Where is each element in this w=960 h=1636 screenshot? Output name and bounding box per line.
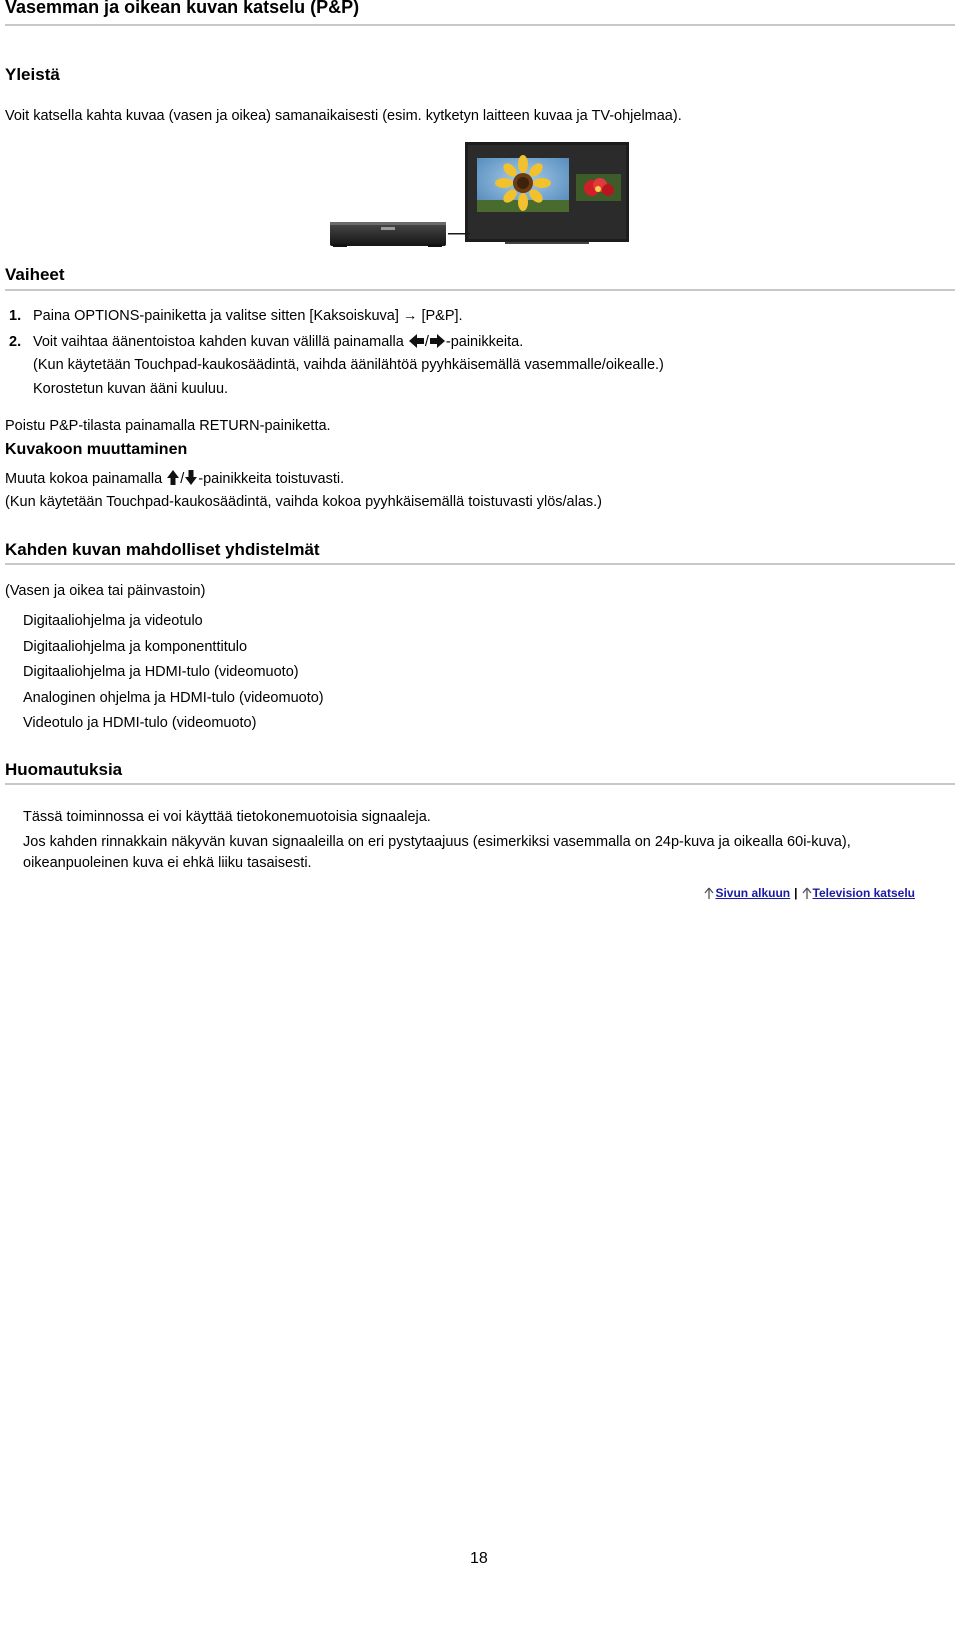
- back-to-top-link[interactable]: Sivun alkuun: [715, 886, 791, 900]
- note-item: Jos kahden rinnakkain näkyvän kuvan signaaleilla on eri pystytaajuus (esimerkiksi vasemmalla on 24p-kuva ja oikealla 60i-kuva),: [23, 834, 851, 850]
- up-link-arrow-icon: [704, 887, 714, 899]
- combinations-intro: (Vasen ja oikea tai päinvastoin): [5, 583, 206, 599]
- note-item-continuation: oikeanpuoleinen kuva ei ehkä liiku tasaisesti.: [23, 855, 312, 871]
- pip-illustration: [330, 140, 630, 248]
- steps-divider: [5, 289, 955, 291]
- step-1: [9, 308, 463, 324]
- footer-links: [704, 886, 915, 900]
- link-separator: |: [794, 886, 798, 900]
- title-divider: [5, 24, 955, 26]
- general-heading: Yleistä: [5, 65, 60, 84]
- step-note-audio: Korostetun kuvan ääni kuuluu.: [33, 381, 229, 397]
- arrow-separator: /: [180, 471, 185, 487]
- resize-heading: Kuvakoon muuttaminen: [5, 441, 188, 458]
- resize-text: [5, 469, 344, 487]
- list-item: Digitaaliohjelma ja komponenttitulo: [23, 639, 248, 655]
- notes-divider: [5, 783, 955, 785]
- step-text: Paina OPTIONS-painiketta ja valitse sitten [Kaksoiskuva] → [P&P].: [33, 308, 463, 324]
- combinations-divider: [5, 563, 955, 565]
- list-item: Digitaaliohjelma ja videotulo: [23, 613, 203, 629]
- step-number: 1.: [9, 308, 22, 324]
- step-2: [9, 333, 523, 350]
- step-number: 2.: [9, 334, 22, 350]
- right-arrow-button-icon: [429, 333, 446, 349]
- resize-text-after: -painikkeita toistuvasti.: [198, 471, 345, 487]
- resize-text-before: Muuta kokoa painamalla: [5, 471, 167, 487]
- notes-heading: Huomautuksia: [5, 760, 123, 779]
- combinations-heading: Kahden kuvan mahdolliset yhdistelmät: [5, 540, 320, 559]
- page-number: 18: [470, 1550, 488, 1567]
- up-link-arrow-icon: [802, 887, 812, 899]
- step-text-after: -painikkeita.: [445, 334, 524, 350]
- tv-image: [448, 142, 629, 244]
- arrow-separator: /: [424, 334, 429, 350]
- note-item: Tässä toiminnossa ei voi käyttää tietokonemuotoisia signaaleja.: [23, 809, 431, 825]
- list-item: Analoginen ohjelma ja HDMI-tulo (videomuoto): [23, 690, 324, 706]
- down-arrow-button-icon: [184, 469, 198, 486]
- resize-note: (Kun käytetään Touchpad-kaukosäädintä, vaihda kokoa pyyhkäisemällä toistuvasti ylös/alas.): [5, 494, 602, 510]
- list-item: Videotulo ja HDMI-tulo (videomuoto): [23, 715, 257, 731]
- general-text: Voit katsella kahta kuvaa (vasen ja oikea) samanaikaisesti (esim. kytketyn laitteen kuvaa ja TV-ohjelmaa).: [5, 108, 682, 124]
- section-link[interactable]: Television katselu: [812, 886, 915, 900]
- steps-heading: Vaiheet: [5, 265, 65, 284]
- step-note-touchpad: (Kun käytetään Touchpad-kaukosäädintä, vaihda äänilähtöä pyyhkäisemällä vasemmalle/oikealle.): [33, 357, 664, 373]
- exit-text: Poistu P&P-tilasta painamalla RETURN-painiketta.: [5, 418, 331, 434]
- list-item: Digitaaliohjelma ja HDMI-tulo (videomuoto): [23, 664, 299, 680]
- left-arrow-button-icon: [408, 333, 425, 349]
- up-arrow-button-icon: [166, 469, 180, 486]
- step-text-before: Voit vaihtaa äänentoistoa kahden kuvan välillä painamalla: [33, 334, 408, 350]
- connected-device-image: [330, 222, 446, 247]
- page-title: Vasemman ja oikean kuvan katselu (P&P): [5, 0, 360, 17]
